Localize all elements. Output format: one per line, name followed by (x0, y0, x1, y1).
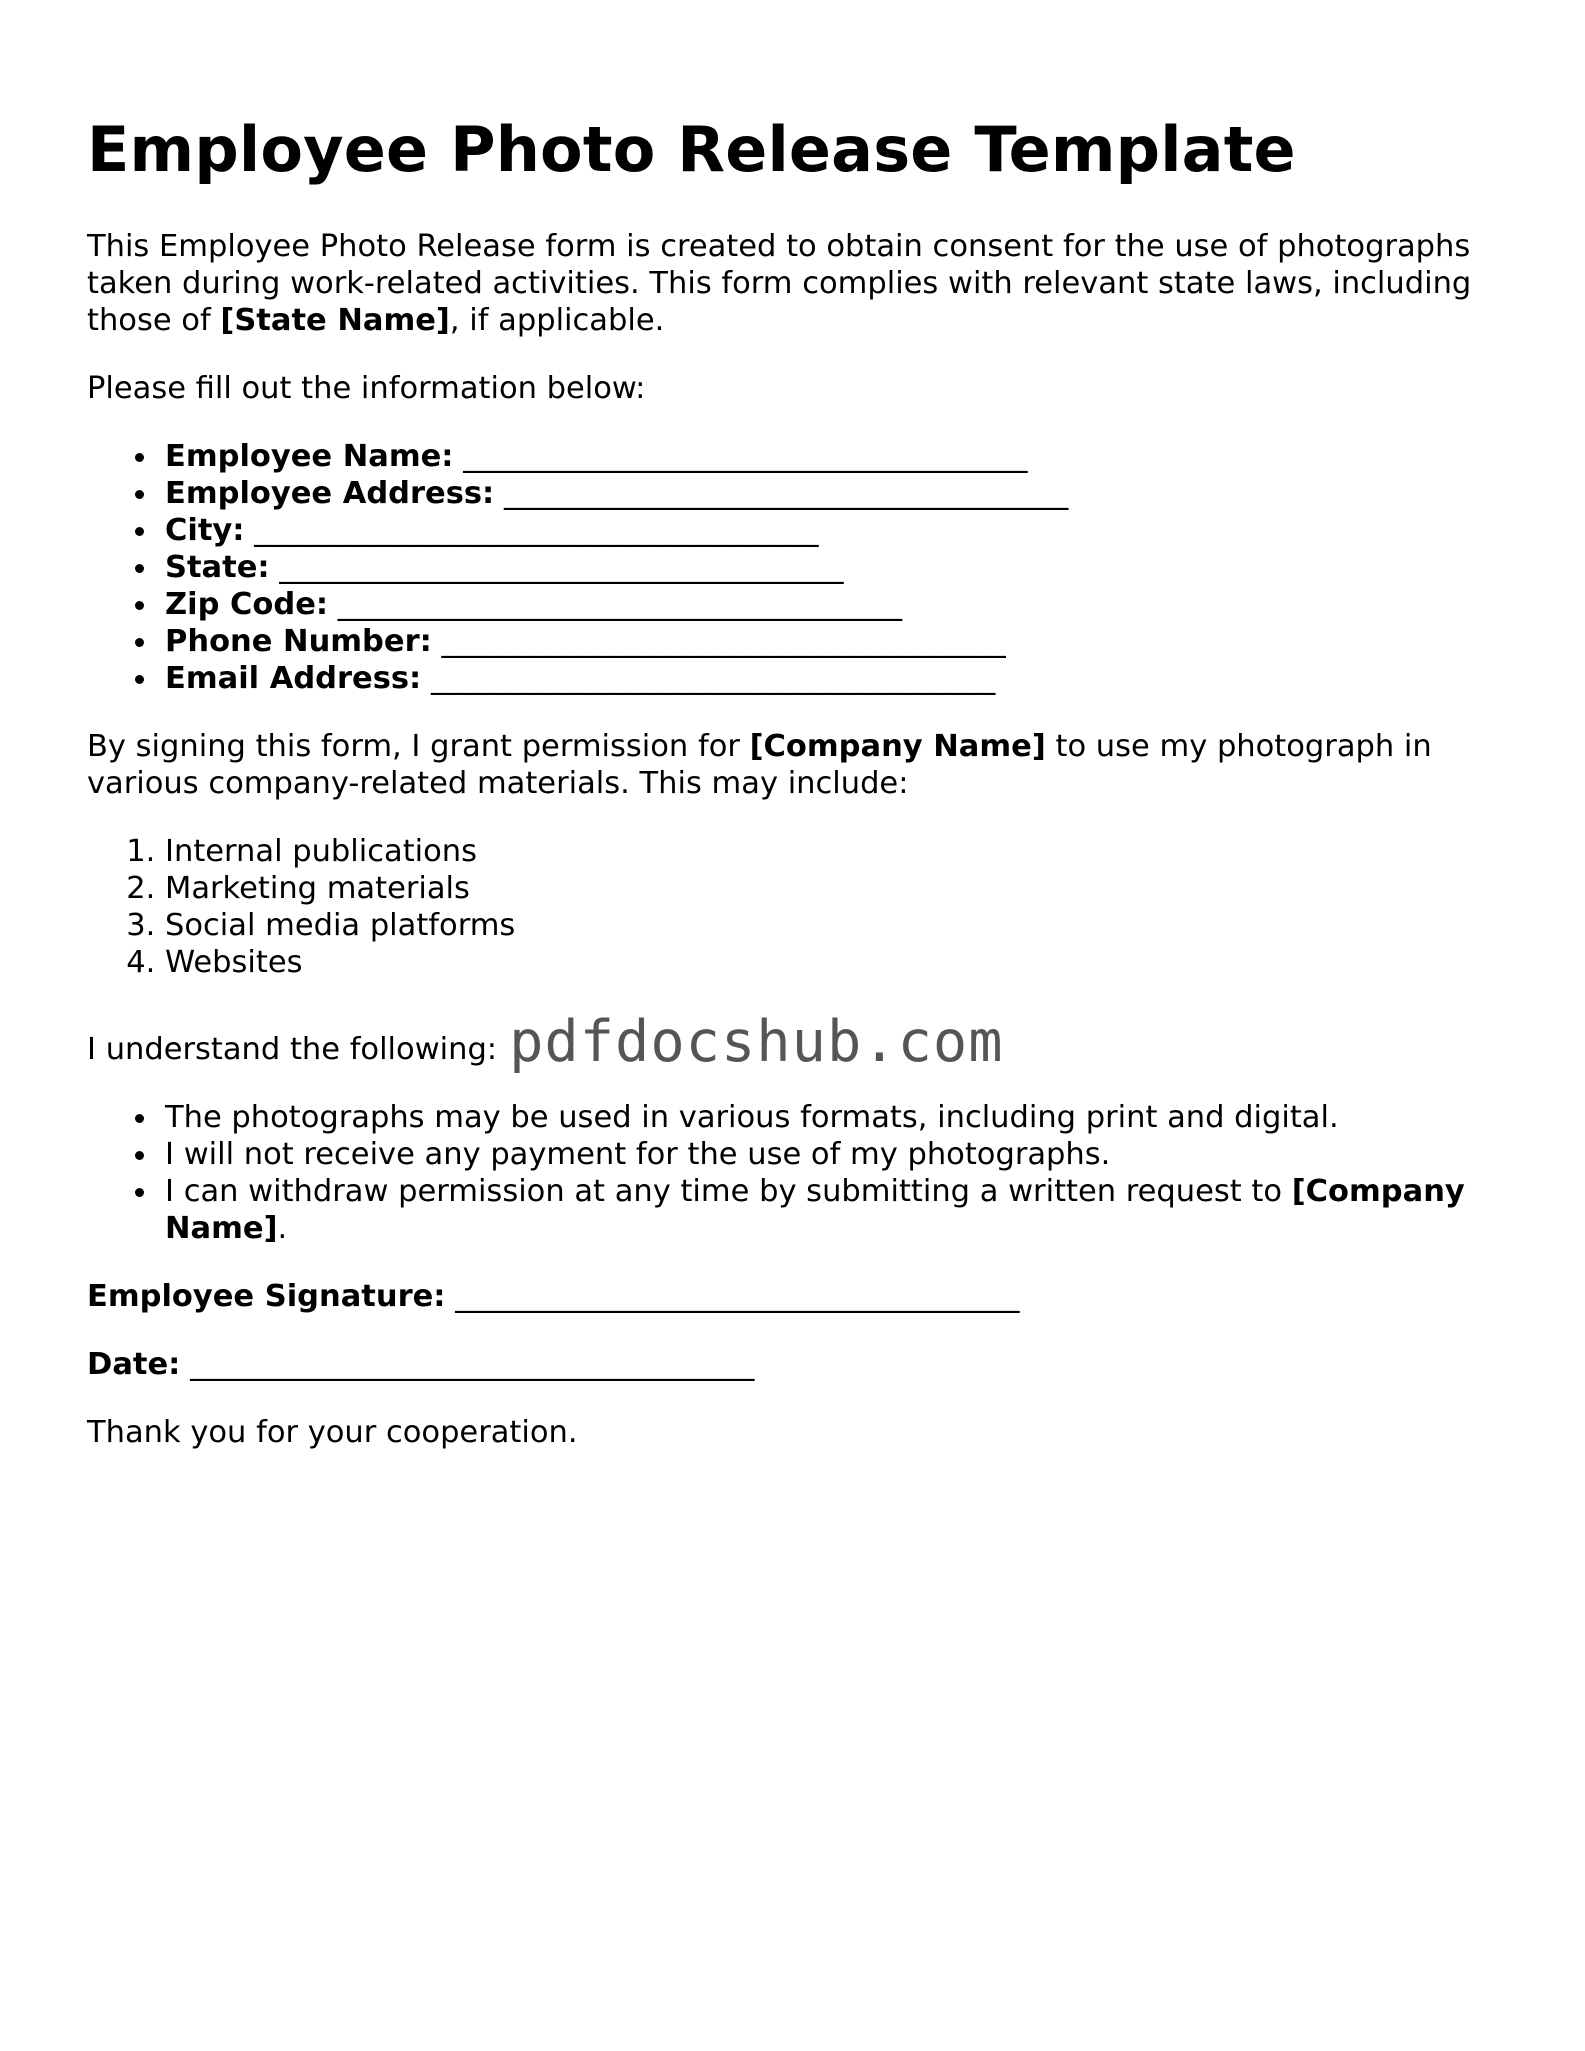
field-blank[interactable]: _____________________________________ (463, 439, 1028, 474)
field-email-address[interactable] (165, 660, 1507, 697)
list-item: 1. Internal publications (165, 833, 1507, 870)
field-phone-number[interactable] (165, 623, 1507, 660)
field-state[interactable] (165, 549, 1507, 586)
field-label: City: (165, 513, 245, 548)
field-city[interactable] (165, 512, 1507, 549)
field-blank[interactable]: _____________________________________ (254, 513, 819, 548)
date-label: Date: (87, 1347, 181, 1382)
company-name-placeholder: [Company Name] (165, 1174, 1465, 1246)
field-blank[interactable]: _____________________________________ (503, 476, 1069, 511)
understanding-text-end: . (277, 1211, 288, 1246)
list-item (165, 1173, 1507, 1247)
signature-label: Employee Signature: (87, 1279, 446, 1314)
document-page (87, 108, 1507, 1451)
list-item: 4. Websites (165, 944, 1507, 981)
list-item: I will not receive any payment for the use of my photographs. (165, 1136, 1507, 1173)
list-item: 3. Social media platforms (165, 907, 1507, 944)
signature-line[interactable] (87, 1278, 1507, 1315)
understand-label: I understand the following: (87, 1032, 498, 1067)
field-label: Phone Number: (165, 624, 432, 659)
permission-text: By signing this form, I grant permission for (87, 729, 750, 764)
understandings-list (87, 1099, 1507, 1247)
fill-prompt: Please fill out the information below: (87, 371, 646, 406)
field-label: Employee Name: (165, 439, 454, 474)
field-zip-code[interactable] (165, 586, 1507, 623)
state-name-placeholder: [State Name] (220, 303, 450, 338)
field-blank[interactable]: _____________________________________ (337, 587, 903, 622)
intro-text: This Employee Photo Release form is created to obtain consent for the use of photographs taken during work-related activities. This form complies with relevant state laws, including those of (87, 229, 1472, 338)
info-fields-list (87, 438, 1507, 697)
signature-blank[interactable]: _____________________________________ (455, 1279, 1020, 1314)
list-item: 2. Marketing materials (165, 870, 1507, 907)
intro-paragraph (87, 228, 1507, 339)
field-label: Employee Address: (165, 476, 495, 511)
date-blank[interactable]: _____________________________________ (190, 1347, 755, 1382)
understanding-text: I can withdraw permission at any time by submitting a written request to (165, 1174, 1292, 1209)
field-label: Zip Code: (165, 587, 329, 622)
field-employee-name[interactable] (165, 438, 1507, 475)
closing-text: Thank you for your cooperation. (87, 1415, 578, 1450)
understand-row (87, 1009, 1507, 1075)
field-blank[interactable]: _____________________________________ (279, 550, 844, 585)
company-name-placeholder: [Company Name] (749, 729, 1046, 764)
permission-text-end: to use my photograph in various company-related materials. This may include: (87, 729, 1432, 801)
field-label: Email Address: (165, 661, 422, 696)
field-blank[interactable]: _____________________________________ (441, 624, 1006, 659)
field-blank[interactable]: _____________________________________ (430, 661, 996, 696)
document-title: Employee Photo Release Template (87, 113, 1296, 186)
field-label: State: (165, 550, 270, 585)
field-employee-address[interactable] (165, 475, 1507, 512)
uses-list (87, 833, 1507, 981)
date-line[interactable] (87, 1346, 1507, 1383)
permission-paragraph (87, 728, 1507, 802)
watermark: pdfdocshub.com (509, 1009, 1004, 1075)
list-item: The photographs may be used in various formats, including print and digital. (165, 1099, 1507, 1136)
intro-text-end: , if applicable. (449, 303, 665, 338)
